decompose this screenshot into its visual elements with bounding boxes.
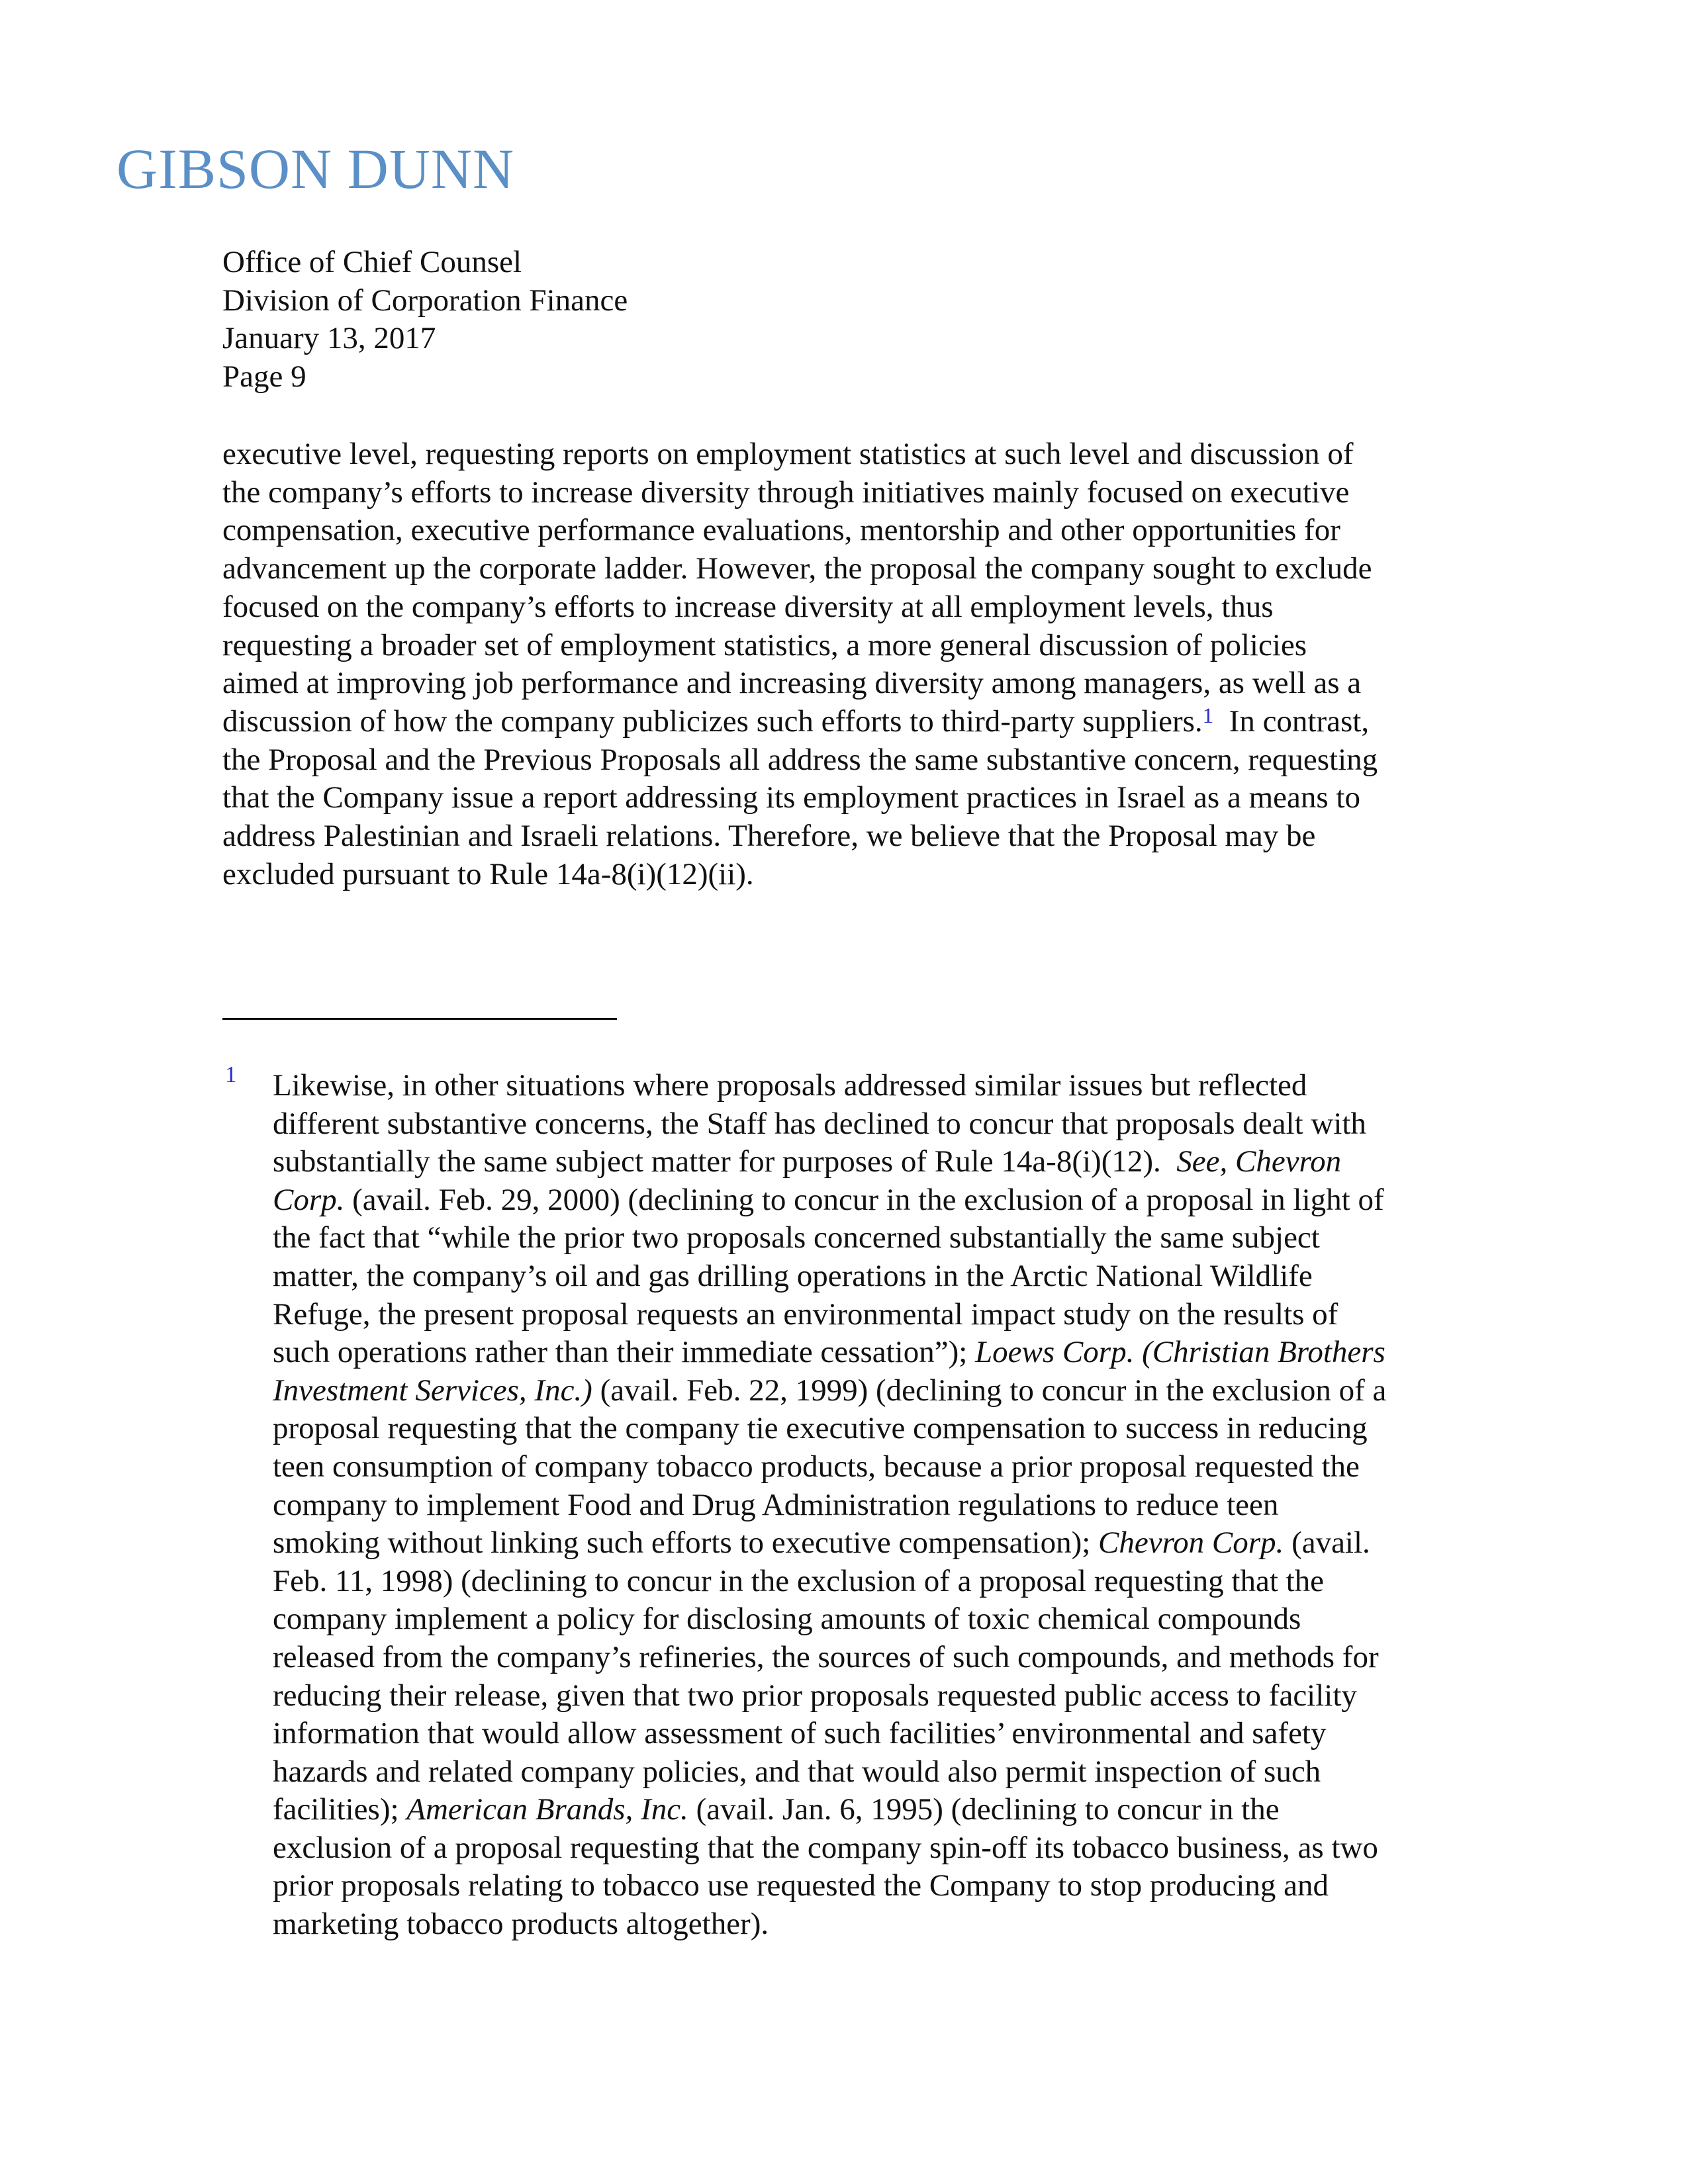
footnote-text-span: such operations rather than their immediate cessation”); (273, 1335, 976, 1370)
footnote-text-span: smoking without linking such efforts to executive compensation); (273, 1525, 1099, 1561)
body-line: requesting a broader set of employment statistics, a more general discussion of policies (222, 627, 1307, 662)
body-line: that the Company issue a report addressing its employment practices in Israel as a means to (222, 780, 1360, 815)
header-recipient: Office of Chief Counsel (222, 245, 522, 279)
footnote-text-span: (avail. Feb. 29, 2000) (declining to concur in the exclusion of a proposal in light of (344, 1182, 1384, 1217)
body-line-text: In contrast, (1213, 704, 1370, 739)
header-division: Division of Corporation Finance (222, 283, 628, 318)
body-line: address Palestinian and Israeli relations. Therefore, we believe that the Proposal may be (222, 819, 1316, 854)
footnote-text-span: (avail. Jan. 6, 1995) (declining to concur in the (688, 1792, 1280, 1827)
gibson-dunn-logo: GIBSON DUNN (117, 137, 515, 201)
footnote-text (273, 1067, 1386, 1944)
footnote-line (273, 1372, 1386, 1410)
footnote-line: teen consumption of company tobacco products, because a prior proposal requested the (273, 1449, 1360, 1484)
case-citation: Investment Services, Inc.) (273, 1373, 592, 1408)
footnote-line (273, 1334, 1386, 1372)
body-line: compensation, executive performance evaluations, mentorship and other opportunities for (222, 513, 1340, 548)
footnote-line: Likewise, in other situations where proposals addressed similar issues but reflected (273, 1068, 1307, 1103)
footnote-line: matter, the company’s oil and gas drilling operations in the Arctic National Wildlife (273, 1258, 1313, 1293)
body-line: aimed at improving job performance and increasing diversity among managers, as well as a (222, 666, 1362, 701)
footnote-line: hazards and related company policies, and that would also permit inspection of such (273, 1754, 1321, 1789)
body-line-text: discussion of how the company publicizes such efforts to third-party suppliers. (222, 704, 1203, 739)
footnote-line: prior proposals relating to tobacco use requested the Company to stop producing and (273, 1868, 1329, 1903)
footnote-text-span: (avail. Feb. 22, 1999) (declining to concur in the exclusion of a (592, 1373, 1387, 1408)
case-citation: See, Chevron (1176, 1144, 1342, 1179)
body-line: excluded pursuant to Rule 14a-8(i)(12)(ii). (222, 856, 754, 891)
body-line (222, 703, 1480, 741)
case-citation: American Brands, Inc. (406, 1792, 688, 1827)
header-page-number: Page 9 (222, 359, 306, 394)
footnote-line: released from the company’s refineries, the sources of such compounds, and methods for (273, 1639, 1379, 1674)
footnote-reference-link[interactable]: 1 (1202, 704, 1214, 728)
body-line: executive level, requesting reports on employment statistics at such level and discussion of (222, 437, 1354, 471)
case-citation: Corp. (273, 1182, 345, 1217)
letter-header (222, 244, 628, 396)
footnote-line (273, 1791, 1386, 1829)
footnote-line: information that would allow assessment of such facilities’ environmental and safety (273, 1716, 1327, 1751)
footnote-line: marketing tobacco products altogether). (273, 1907, 769, 1942)
case-citation: Chevron Corp. (1098, 1525, 1284, 1561)
footnote-line: Feb. 11, 1998) (declining to concur in the exclusion of a proposal requesting that the (273, 1563, 1325, 1598)
footnote-text-span: substantially the same subject matter for purposes of Rule 14a-8(i)(12). (273, 1144, 1177, 1179)
footnote-line: Refuge, the present proposal requests an environmental impact study on the results of (273, 1297, 1338, 1332)
footnote-text-span: facilities); (273, 1792, 407, 1827)
footnote-text-span: (avail. (1284, 1525, 1370, 1561)
footnote-line: exclusion of a proposal requesting that the company spin-off its tobacco business, as two (273, 1830, 1378, 1865)
footnote-line (273, 1181, 1386, 1220)
body-line: the company’s efforts to increase diversity through initiatives mainly focused on executive (222, 475, 1350, 510)
footnote-line: different substantive concerns, the Staff has declined to concur that proposals dealt with (273, 1106, 1366, 1141)
header-date: January 13, 2017 (222, 321, 436, 355)
footnote-line: company implement a policy for disclosing amounts of toxic chemical compounds (273, 1602, 1301, 1637)
body-line: focused on the company’s efforts to increase diversity at all employment levels, thus (222, 589, 1274, 624)
body-paragraph (222, 435, 1480, 893)
footnote-line (273, 1524, 1386, 1563)
footnote-marker: 1 (225, 1062, 237, 1087)
footnote-line: company to implement Food and Drug Administration regulations to reduce teen (273, 1487, 1279, 1522)
body-line: advancement up the corporate ladder. However, the proposal the company sought to exclude (222, 551, 1372, 586)
case-citation: Loews Corp. (Christian Brothers (975, 1335, 1385, 1370)
footnote-line: proposal requesting that the company tie executive compensation to success in reducing (273, 1411, 1368, 1446)
body-line: the Proposal and the Previous Proposals all address the same substantive concern, requesting (222, 742, 1378, 777)
footnote-separator (222, 1018, 617, 1020)
footnote-line: the fact that “while the prior two proposals concerned substantially the same subject (273, 1220, 1320, 1255)
footnote-line (273, 1143, 1386, 1181)
footnote-line: reducing their release, given that two prior proposals requested public access to facility (273, 1678, 1357, 1713)
